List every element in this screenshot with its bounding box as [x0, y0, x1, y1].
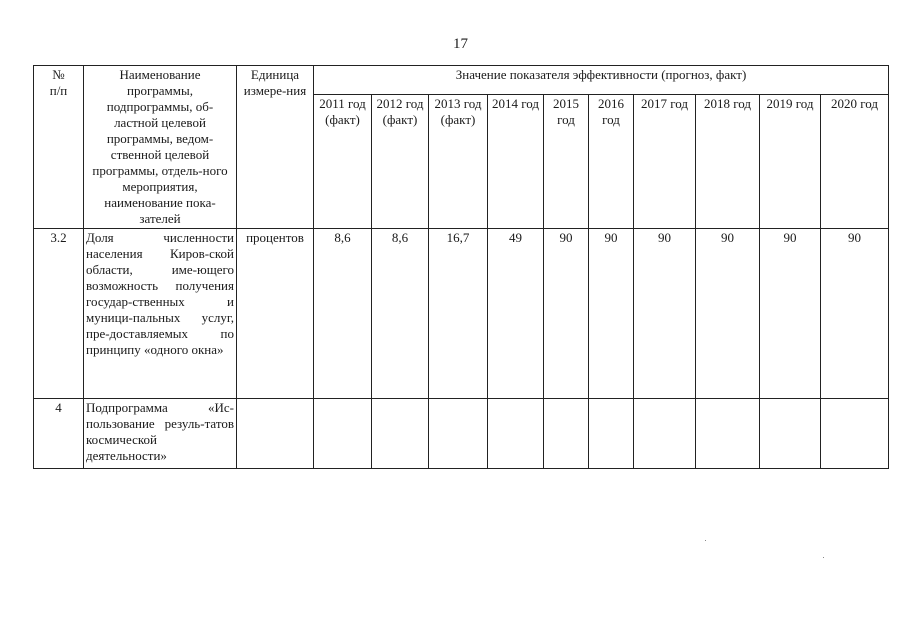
row-value	[429, 399, 488, 469]
page-number: 17	[453, 36, 468, 52]
row-value	[544, 399, 589, 469]
row-value: 90	[760, 229, 821, 399]
header-values-title: Значение показателя эффективности (прогноз, факт)	[314, 66, 889, 95]
header-year: 2015 год	[544, 95, 589, 229]
header-year: 2012 год (факт)	[372, 95, 429, 229]
row-unit: процентов	[237, 229, 314, 399]
header-row-1	[34, 66, 889, 95]
scan-speck	[823, 557, 824, 558]
row-value	[696, 399, 760, 469]
row-value: 16,7	[429, 229, 488, 399]
row-value	[589, 399, 634, 469]
row-value	[488, 399, 544, 469]
row-value: 90	[634, 229, 696, 399]
row-value: 90	[696, 229, 760, 399]
row-value	[760, 399, 821, 469]
header-year: 2013 год (факт)	[429, 95, 488, 229]
header-year: 2020 год	[821, 95, 889, 229]
table-row	[34, 399, 889, 469]
row-unit	[237, 399, 314, 469]
header-year: 2017 год	[634, 95, 696, 229]
row-value: 8,6	[372, 229, 429, 399]
header-year: 2018 год	[696, 95, 760, 229]
table-row	[34, 229, 889, 399]
header-year: 2019 год	[760, 95, 821, 229]
row-num: 4	[34, 399, 84, 469]
row-value: 49	[488, 229, 544, 399]
row-num: 3.2	[34, 229, 84, 399]
row-value: 8,6	[314, 229, 372, 399]
header-year: 2011 год (факт)	[314, 95, 372, 229]
row-value	[821, 399, 889, 469]
scan-speck	[705, 540, 706, 541]
row-value: 90	[821, 229, 889, 399]
row-value	[314, 399, 372, 469]
row-value	[634, 399, 696, 469]
header-unit: Единица измере-ния	[237, 66, 314, 229]
header-num: № п/п	[34, 66, 84, 229]
row-value: 90	[589, 229, 634, 399]
header-name: Наименование программы, подпрограммы, об-ластной целевой программы, ведом-ственной целевой программы, отдель-ного мероприятия, наименование пока-зателей	[84, 66, 237, 229]
row-value	[372, 399, 429, 469]
header-year: 2014 год	[488, 95, 544, 229]
indicators-table	[33, 65, 889, 469]
row-name: Доля численности населения Киров-ской области, име-ющего возможность получения государ-ственных и муници-пальных услуг, пре-доставляемых по принципу «одного окна»	[84, 229, 237, 399]
row-value: 90	[544, 229, 589, 399]
header-year: 2016 год	[589, 95, 634, 229]
row-name: Подпрограмма «Ис-пользование резуль-татов космической деятельности»	[84, 399, 237, 469]
